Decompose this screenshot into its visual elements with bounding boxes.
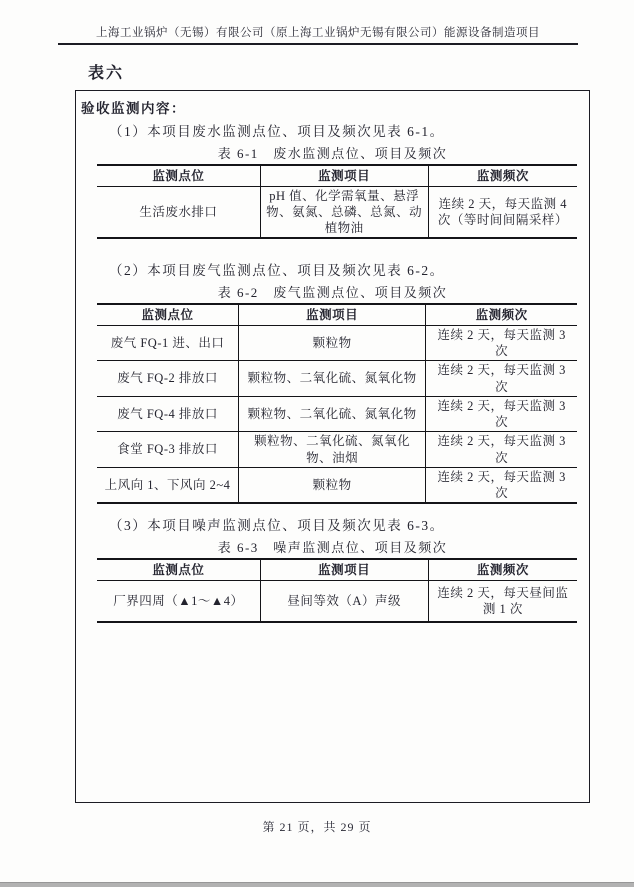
table-cell: 生活废水排口	[139, 204, 218, 219]
table-cell: 连续 2 天，每天监测 3 次	[426, 361, 577, 397]
noise-monitoring-table	[97, 558, 577, 623]
wastewater-monitoring-table	[97, 164, 577, 239]
table-caption: 表 6-2 废气监测点位、项目及频次	[217, 285, 448, 301]
table-cell: 连续 2 天，每天监测 4 次（等时间间隔采样）	[428, 186, 577, 238]
column-header: 监测项目	[260, 559, 428, 580]
table-cell: 颗粒物、二氧化硫、氮氧化物、油烟	[239, 432, 426, 468]
content-box	[75, 90, 590, 803]
section-intro: （1）本项目废水监测点位、项目及频次见表 6-1。	[109, 124, 445, 139]
table-row	[97, 361, 577, 397]
table-cell: 连续 2 天，每天监测 3 次	[426, 325, 577, 361]
table-cell: 颗粒物	[239, 325, 426, 361]
table-row	[97, 432, 577, 468]
document-header	[58, 24, 578, 45]
section-wastewater	[76, 120, 589, 239]
table-cell: 连续 2 天，每天监测 3 次	[426, 467, 577, 503]
table-row	[97, 396, 577, 432]
table-caption: 表 6-1 废水监测点位、项目及频次	[217, 146, 448, 161]
column-header: 监测频次	[428, 165, 577, 186]
table-header-row	[97, 559, 577, 580]
table-row	[97, 325, 577, 361]
table-cell: 连续 2 天，每天监测 3 次	[426, 432, 577, 468]
table-cell: 上风向 1、下风向 2~4	[104, 477, 231, 492]
page-number: 第 21 页，共 29 页	[262, 820, 372, 834]
table-header-row	[97, 165, 577, 186]
column-header: 监测点位	[97, 559, 260, 580]
section-heading: 验收监测内容：	[81, 101, 186, 116]
exhaust-gas-monitoring-table	[97, 303, 577, 504]
table-header-row	[97, 304, 577, 325]
table-cell: 废气 FQ-4 排放口	[97, 396, 239, 432]
table-row	[97, 467, 577, 503]
table-cell: 颗粒物、二氧化硫、氮氧化物	[239, 361, 426, 397]
table-cell: 废气 FQ-1 进、出口	[97, 325, 239, 361]
table-caption: 表 6-3 噪声监测点位、项目及频次	[217, 540, 448, 556]
section-noise	[76, 514, 589, 623]
table-cell: 颗粒物	[239, 467, 426, 503]
table-cell: 废气 FQ-2 排放口	[97, 361, 239, 397]
table-cell: 厂界四周（▲1～▲4）	[113, 593, 244, 608]
table-row	[97, 186, 577, 238]
column-header: 监测项目	[239, 304, 426, 325]
document-header-title: 上海工业锅炉（无锡）有限公司（原上海工业锅炉无锡有限公司）能源设备制造项目	[96, 27, 540, 39]
page-title: 表六	[88, 65, 125, 82]
column-header: 监测项目	[260, 165, 428, 186]
section-intro: （3）本项目噪声监测点位、项目及频次见表 6-3。	[109, 518, 445, 534]
table-row	[97, 580, 577, 622]
table-cell: 颗粒物、二氧化硫、氮氧化物	[239, 396, 426, 432]
section-exhaust-gas	[76, 259, 589, 504]
table-cell: 昼间等效（A）声级	[260, 580, 428, 622]
table-cell: 连续 2 天，每天昼间监测 1 次	[428, 580, 577, 622]
table-cell: 连续 2 天，每天监测 3 次	[426, 396, 577, 432]
column-header: 监测点位	[97, 165, 260, 186]
column-header: 监测频次	[428, 559, 577, 580]
column-header: 监测点位	[97, 304, 239, 325]
column-header: 监测频次	[426, 304, 577, 325]
section-intro: （2）本项目废气监测点位、项目及频次见表 6-2。	[109, 263, 445, 279]
window-bottom-edge	[0, 882, 634, 887]
table-cell: 食堂 FQ-3 排放口	[97, 432, 239, 468]
table-cell: pH 值、化学需氧量、悬浮物、氨氮、总磷、总氮、动植物油	[260, 186, 428, 238]
